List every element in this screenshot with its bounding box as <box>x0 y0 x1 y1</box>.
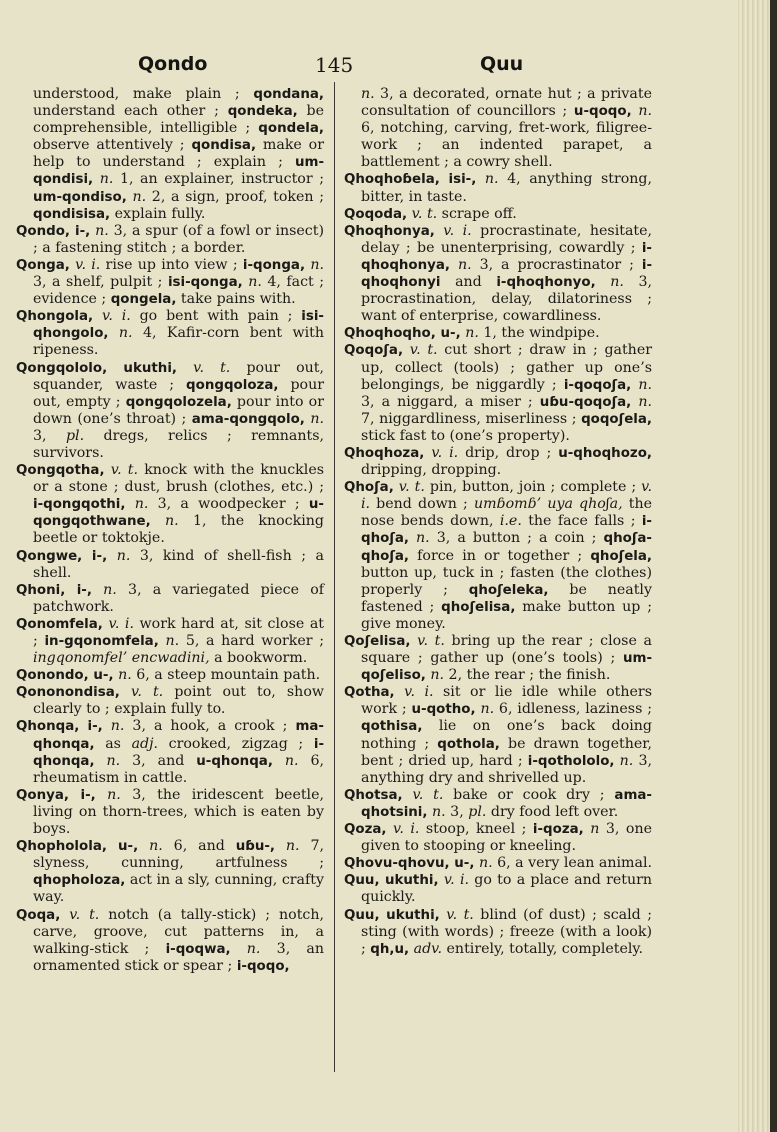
dictionary-entry <box>16 360 324 463</box>
definition-text: dripping, dropping. <box>361 462 502 479</box>
definition-text: 1, the knocking beetle or toktokje. <box>33 513 324 547</box>
definition-text: drip, drop ; <box>458 444 559 461</box>
headword: ama-qhotsini, <box>361 787 652 820</box>
definition-text: force in or together ; <box>409 547 591 564</box>
grammar-label: n. <box>103 581 117 598</box>
grammar-label: v. t. <box>409 342 438 359</box>
definition-text: pour out, squander, waste ; <box>33 359 325 393</box>
definition-text: be comprehensible, intelligible ; <box>33 103 324 137</box>
grammar-label: n. <box>116 547 131 564</box>
headword: qondela, <box>258 121 324 137</box>
grammar-label: v. t. <box>131 684 164 701</box>
headword: i-qhoʃa, <box>361 514 652 547</box>
dictionary-entry <box>16 308 324 359</box>
definition-text: 5, a hard worker ; <box>179 633 324 649</box>
headword: Qhovu-qhovu, u-, <box>344 856 475 872</box>
definition-text: bend down ; <box>370 496 474 513</box>
grammar-label: n. <box>285 838 300 855</box>
grammar-label: v. t. <box>412 786 444 803</box>
definition-text: stoop, kneel ; <box>419 821 533 838</box>
dictionary-entry <box>16 548 324 582</box>
headword: qothola, <box>437 736 500 752</box>
dictionary-entry <box>344 907 652 958</box>
definition-text: 1, an explainer, instructor ; <box>113 171 324 188</box>
headword: qhoʃa-qhoʃa, <box>361 531 652 564</box>
definition-text <box>409 530 416 546</box>
dictionary-entry <box>16 462 324 547</box>
headword: qongela, <box>110 292 177 308</box>
running-head-right: Quu <box>480 53 524 75</box>
definition-text: the face falls ; <box>521 513 642 530</box>
headword: Qhotsa, <box>344 787 403 803</box>
headword: qongqoloza, <box>186 377 279 393</box>
book-spine <box>770 0 777 1132</box>
grammar-label: n. <box>95 222 109 239</box>
definition-text: 4, fact ; evidence ; <box>33 274 325 308</box>
grammar-label: n. <box>106 752 121 769</box>
definition-text: 6, a steep mountain path. <box>131 667 321 684</box>
definition-text: 3, <box>33 427 66 444</box>
definition-text: observe attentively ; <box>33 137 192 154</box>
headword: qondisisa, <box>33 206 111 222</box>
definition-text: be drawn together, bent ; dried up, hard ; <box>361 735 652 769</box>
headword: Quu, ukuthi, <box>344 907 440 923</box>
headword: uɓu-qoqoʃa, <box>539 394 632 410</box>
headword: Qotha, <box>344 685 395 701</box>
headword: um-qondisi, <box>33 155 324 188</box>
definition-text <box>92 582 103 598</box>
grammar-label: n. <box>610 274 624 291</box>
headword: Qhoqhoɓela, isi-, <box>344 172 477 188</box>
definition-text: notch (a tally-stick) ; notch, carve, groove, cut patterns in, a walking-stick ; <box>33 906 325 957</box>
grammar-label: n. <box>110 718 125 735</box>
headword: Qonga, <box>16 257 70 273</box>
definition-text: 3, <box>445 803 469 820</box>
definition-text: 3, and <box>120 752 197 769</box>
definition-text <box>93 308 102 324</box>
definition-text: 3, a variegated piece of patchwork. <box>33 581 324 615</box>
grammar-label: n. <box>165 633 180 649</box>
headword: qhopholoza, <box>33 873 126 889</box>
headword: qondeka, <box>227 104 298 120</box>
grammar-label: n. <box>619 752 634 769</box>
definition-text: 3, kind of shell-fish ; a shell. <box>33 547 324 581</box>
headword: Qoza, <box>344 822 387 838</box>
grammar-label: n. <box>246 940 261 957</box>
headword: qondisa, <box>191 138 257 154</box>
definition-text: 7, slyness, cunning, artfulness ; <box>33 838 325 872</box>
headword: Qhoqhoza, <box>344 445 425 461</box>
definition-text: 7, niggardliness, miserliness ; <box>361 410 582 427</box>
definition-text: 3, a button ; a coin ; <box>429 530 604 547</box>
definition-text: 3, a shelf, pulpit ; <box>33 274 168 291</box>
headword: i-qongqothi, <box>33 497 126 513</box>
headword: Qhongola, <box>16 309 94 325</box>
grammar-label: n. <box>310 256 324 273</box>
definition-text: 2, a sign, proof, token ; <box>146 188 324 205</box>
dictionary-entry <box>344 223 652 326</box>
grammar-label: n. <box>149 838 163 855</box>
definition-text: cut short ; draw in ; gather up, collect (tools) ; gather up one’s belongings, be niggardly ; <box>361 342 652 393</box>
definition-text: sit or lie idle while others work ; <box>361 684 652 718</box>
grammar-label: pl. <box>65 427 85 444</box>
dictionary-entry <box>16 86 324 223</box>
headword: i-qhoqhonyo, <box>496 275 596 291</box>
grammar-label: v. t. <box>417 633 445 649</box>
definition-text: go to a place and return quickly. <box>361 872 653 906</box>
definition-text: 3, a hook, a crook ; <box>124 718 296 735</box>
definition-text: 6, idleness, laziness ; <box>494 701 652 718</box>
definition-text: be neatly fastened ; <box>361 581 652 615</box>
grammar-label: n. <box>416 530 430 547</box>
definition-text: 3, a spur (of a fowl or insect) ; a fastening stitch ; a border. <box>33 222 324 256</box>
definition-text: point out to, show clearly to ; explain fully to. <box>33 684 324 718</box>
headword: Qhoʃa, <box>344 480 394 496</box>
definition-text: 3, a decorated, ornate hut ; a private consultation of councillors ; <box>361 86 652 120</box>
headword: qhoʃela, <box>590 548 652 564</box>
grammar-label: v. i. <box>393 821 420 838</box>
headword: ama-qongqolo, <box>191 411 305 427</box>
grammar-label: v. t. <box>110 462 138 479</box>
definition-text: and <box>440 274 497 291</box>
headword: i-qhonqa, <box>33 736 325 769</box>
grammar-label: umɓomɓ’ uya qhoʃa, <box>473 496 623 513</box>
definition-text: a bookworm. <box>209 650 308 667</box>
grammar-label: v. i. <box>102 308 131 325</box>
definition-text <box>93 171 100 187</box>
running-head-left: Qondo <box>138 53 208 75</box>
definition-text: take pains with. <box>176 291 296 308</box>
grammar-label: n. <box>430 667 445 684</box>
definition-text: pin, button, join ; complete ; <box>424 479 642 496</box>
dictionary-entry <box>16 838 324 906</box>
grammar-label: v. i. <box>404 684 434 701</box>
headword: Qhoqhoqho, u-, <box>344 326 461 342</box>
grammar-label: v. t. <box>193 359 231 376</box>
grammar-label: n. <box>134 496 149 513</box>
definition-text: 4, anything strong, bitter, in taste. <box>361 171 652 205</box>
grammar-label: n. <box>478 855 493 872</box>
dictionary-entry <box>344 86 652 171</box>
grammar-label: v. i. <box>361 479 653 513</box>
definition-text <box>95 753 107 769</box>
definition-text: 3, anything dry and shrivelled up. <box>361 752 652 786</box>
dictionary-entry <box>344 445 652 479</box>
definition-text <box>273 753 285 769</box>
definition-text: bring up the rear ; close a square ; gather up (one’s tools) ; <box>361 633 652 667</box>
definition-text <box>275 838 286 854</box>
headword: Qongqotha, <box>16 463 105 479</box>
definition-text <box>60 907 69 923</box>
headword: Qhoqhonya, <box>344 223 435 239</box>
definition-text: understood, make plain ; <box>33 86 254 102</box>
definition-text: 6, rheumatism in cattle. <box>33 752 325 786</box>
headword: uɓu-, <box>235 839 275 855</box>
definition-text: dregs, relics ; remnants, survivors. <box>33 427 324 461</box>
definition-text: work hard at, sit close at ; <box>33 615 324 649</box>
definition-text <box>403 342 410 358</box>
definition-text <box>476 171 485 187</box>
grammar-label: n. <box>310 410 324 427</box>
headword: Qondo, i-, <box>16 223 91 239</box>
grammar-label: v. t. <box>446 906 474 923</box>
definition-text: explain fully. <box>110 205 206 222</box>
headword: in-gqonomfela, <box>44 634 159 649</box>
headword: Qonomfela, <box>16 616 103 632</box>
grammar-label: n. <box>165 513 179 530</box>
headword: i-qoqoʃa, <box>563 377 632 393</box>
definition-text: stick fast to (one’s property). <box>361 427 570 444</box>
dictionary-entry <box>344 342 652 445</box>
grammar-label: n. <box>361 86 375 102</box>
dictionary-entry <box>16 667 324 684</box>
grammar-label: n <box>590 821 600 838</box>
definition-text: make button up ; give money. <box>361 598 652 632</box>
definition-text <box>125 496 134 512</box>
grammar-label: n. <box>99 171 114 188</box>
definition-text <box>138 838 149 854</box>
grammar-label: n. <box>465 325 479 342</box>
headword: qhoʃelisa, <box>441 599 516 615</box>
dictionary-entry <box>16 616 324 667</box>
dictionary-entry <box>16 907 324 975</box>
definition-text <box>109 325 119 341</box>
definition-text: 1, the windpipe. <box>478 325 600 342</box>
headword: Qhopholola, u-, <box>16 839 139 855</box>
definition-text: 4, Kafir-corn bent with ripeness. <box>33 325 324 359</box>
dictionary-entry <box>16 684 324 718</box>
grammar-label: v. i. <box>108 615 134 632</box>
grammar-label: n. <box>118 325 133 342</box>
grammar-label: pl. <box>468 803 487 820</box>
headword: Qongwe, i-, <box>16 548 108 564</box>
definition-text: 6, notching, carving, fret-work, filigree-work ; an indented parapet, a battlement ; a cowry shell. <box>361 120 652 171</box>
definition-text: act in a sly, cunning, crafty way. <box>33 872 324 906</box>
right-column <box>344 86 652 958</box>
grammar-label: n. <box>432 803 446 820</box>
grammar-label: n. <box>284 752 299 769</box>
definition-text <box>596 274 611 290</box>
headword: Qoqoda, <box>344 206 408 222</box>
grammar-label: n. <box>480 701 495 718</box>
definition-text: dry food left over. <box>486 803 619 820</box>
dictionary-entry <box>344 171 652 205</box>
headword: ma-qhonqa, <box>33 719 324 752</box>
headword: Qoʃelisa, <box>344 634 411 649</box>
dictionary-entry <box>344 684 652 787</box>
headword: i-qoqo, <box>236 958 290 974</box>
definition-text: 3, one given to stooping or kneeling. <box>361 821 652 855</box>
column-divider <box>334 82 335 1072</box>
definition-text: the nose bends down, <box>361 496 652 530</box>
headword: qothisa, <box>361 719 423 735</box>
grammar-label: n. <box>107 786 121 803</box>
headword: Qoqa, <box>16 907 61 923</box>
dictionary-entry <box>344 872 652 906</box>
definition-text: 3, procrastination, delay, dilatoriness ; want of enterprise, cowardliness. <box>361 274 653 325</box>
grammar-label: v. t. <box>69 906 100 923</box>
grammar-label: v. i. <box>443 872 469 889</box>
grammar-label: adj. <box>131 735 159 752</box>
definition-text <box>159 633 166 649</box>
grammar-label: ingqonomfel’ encwadini, <box>33 650 210 667</box>
grammar-label: n. <box>118 667 132 684</box>
dictionary-entry <box>344 787 652 821</box>
definition-text <box>231 941 247 957</box>
definition-text: crooked, zigzag ; <box>158 735 314 752</box>
definition-text: understand each other ; <box>33 103 228 120</box>
dictionary-entry <box>344 855 652 872</box>
definition-text: 3, an ornamented stick or spear ; <box>33 940 325 974</box>
grammar-label: v. i. <box>75 256 101 273</box>
headword: Qonya, i-, <box>16 787 96 803</box>
dictionary-entry <box>16 582 324 616</box>
headword: Qononondisa, <box>16 685 120 701</box>
definition-text: lie on one’s back doing nothing ; <box>361 718 652 752</box>
definition-text: scrape off. <box>437 205 517 222</box>
definition-text <box>151 513 165 529</box>
headword: Qoqoʃa, <box>344 343 404 359</box>
left-column <box>16 86 324 975</box>
headword: Qhoni, i-, <box>16 582 92 598</box>
definition-text: pour into or down (one’s throat) ; <box>33 393 324 427</box>
headword: Quu, ukuthi, <box>344 873 439 889</box>
definition-text: 6, and <box>162 838 236 855</box>
headword: Qhonqa, i-, <box>16 719 103 735</box>
definition-text: pour out, empty ; <box>33 376 324 410</box>
dictionary-entry <box>16 787 324 838</box>
headword: u-qhonqa, <box>196 753 273 769</box>
definition-text: 3, a woodpecker ; <box>148 496 309 513</box>
grammar-label: v. t. <box>398 479 425 496</box>
grammar-label: n. <box>638 103 652 120</box>
definition-text <box>120 684 131 700</box>
grammar-label: v. i. <box>431 444 459 461</box>
dictionary-entry <box>344 821 652 855</box>
definition-text: go bent with pain ; <box>130 308 302 325</box>
definition-text: button up, tuck in ; fasten (the clothes) properly ; <box>361 564 652 598</box>
dictionary-entry <box>344 325 652 342</box>
definition-text: entirely, totally, completely. <box>442 940 644 957</box>
grammar-label: n. <box>638 393 652 410</box>
grammar-label: v. i. <box>443 222 472 239</box>
definition-text: 6, a very lean animal. <box>492 855 652 872</box>
dictionary-entry <box>344 633 652 684</box>
dictionary-entry <box>16 223 324 257</box>
definition-text: knock with the knuckles or a stone ; dust, brush (clothes, etc.) ; <box>33 462 324 496</box>
definition-text: bake or cook dry ; <box>443 786 615 803</box>
page-number: 145 <box>315 53 354 77</box>
dictionary-entry <box>344 479 652 633</box>
definition-text <box>450 257 458 273</box>
headword: qhoʃeleka, <box>468 582 549 598</box>
definition-text: as <box>94 735 132 752</box>
definition-text <box>107 548 117 564</box>
headword: u-qotho, <box>411 702 476 718</box>
headword: i-qonga, <box>242 257 306 273</box>
definition-text: 2, the rear ; the finish. <box>444 667 611 684</box>
dictionary-entry <box>344 206 652 223</box>
grammar-label: i.e. <box>499 513 522 530</box>
headword: Qongqololo, ukuthi, <box>16 360 178 376</box>
definition-text <box>96 787 107 803</box>
dictionary-entry <box>16 718 324 786</box>
headword: qondana, <box>253 87 324 102</box>
definition-text <box>403 787 413 803</box>
headword: u-qongqothwane, <box>33 497 324 530</box>
headword: i-qoza, <box>532 822 584 838</box>
definition-text: 3, the iridescent beetle, living on thorn-trees, which is eaten by boys. <box>33 786 324 838</box>
definition-text <box>103 718 111 734</box>
headword: qh,u, <box>370 941 410 957</box>
definition-text <box>395 684 405 700</box>
headword: isi-qonga, <box>167 275 243 291</box>
definition-text: rise up into view ; <box>100 256 243 273</box>
headword: isi-qhongolo, <box>33 309 324 342</box>
headword: qongqolozela, <box>125 394 232 410</box>
grammar-label: n. <box>248 274 262 291</box>
dictionary-entry <box>16 257 324 308</box>
definition-text: 3, a procrastinator ; <box>471 256 642 273</box>
definition-text: 3, a niggard, a miser ; <box>361 393 540 410</box>
headword: i-qothololo, <box>527 753 615 769</box>
definition-text: procrastinate, hesitate, delay ; be unenterprising, cowardly ; <box>361 222 653 256</box>
headword: um-qoʃeliso, <box>361 651 652 684</box>
headword: i-qhoqhonyi <box>361 257 653 291</box>
headword: um-qondiso, <box>33 189 127 205</box>
definition-text <box>177 360 193 376</box>
grammar-label: n. <box>132 188 147 205</box>
headword: u-qhoqhozo, <box>558 445 652 461</box>
headword: i-qhoqhonya, <box>361 240 652 273</box>
headword: Qonondo, u-, <box>16 668 114 684</box>
grammar-label: n. <box>457 256 472 273</box>
grammar-label: adv. <box>413 940 443 957</box>
headword: qoqoʃela, <box>581 411 652 427</box>
grammar-label: v. t. <box>411 205 438 222</box>
definition-text: make or help to understand ; explain ; <box>33 137 324 171</box>
grammar-label: n. <box>484 171 499 188</box>
grammar-label: n. <box>638 376 653 393</box>
definition-text: blind (of dust) ; scald ; sting (with words) ; freeze (with a look) ; <box>361 906 653 957</box>
headword: i-qoqwa, <box>165 941 231 957</box>
headword: u-qoqo, <box>573 104 632 120</box>
